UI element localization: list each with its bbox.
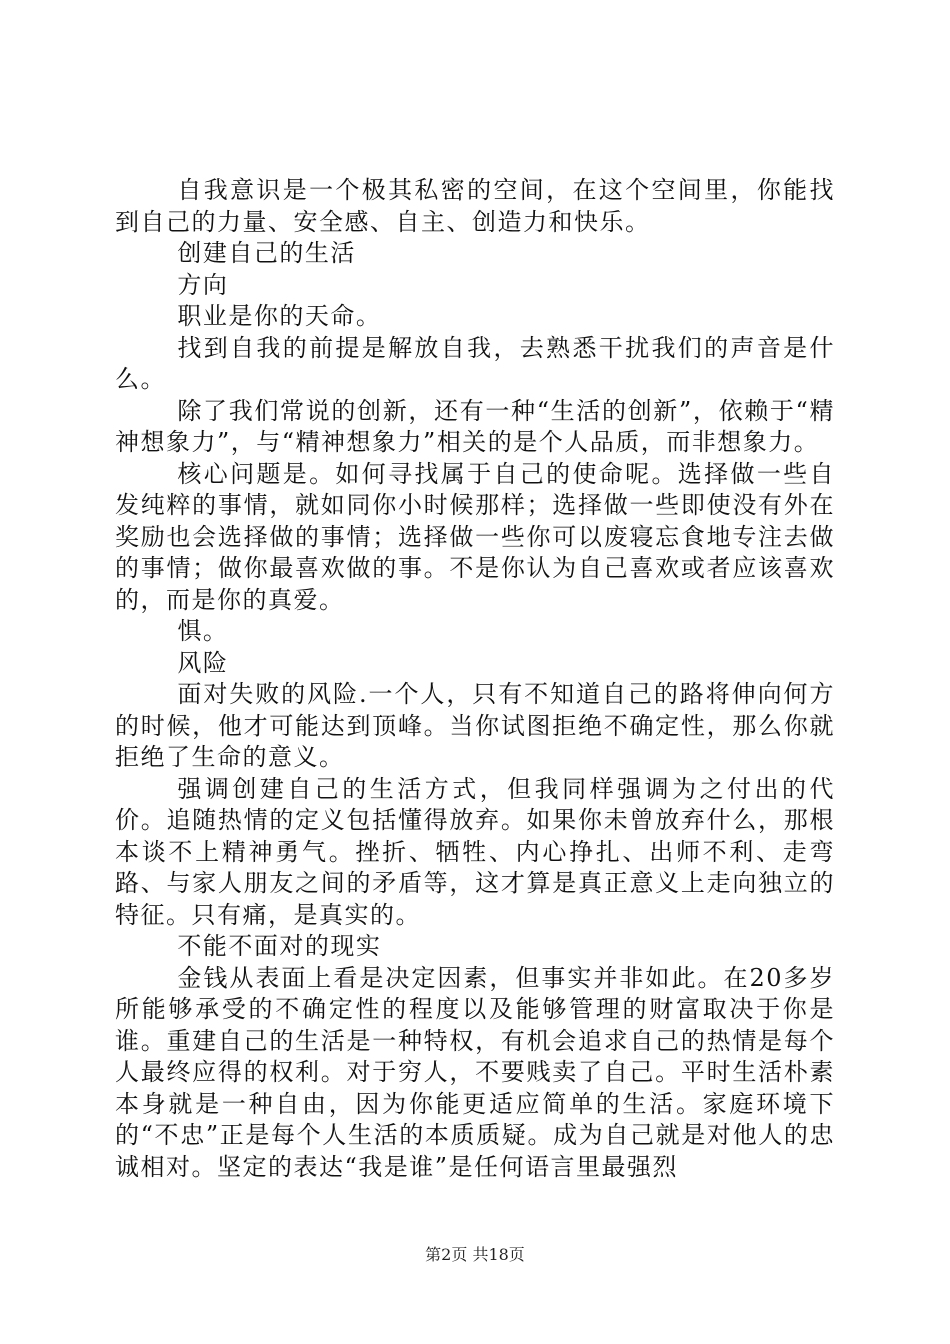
- paragraph: 除了我们常说的创新，还有一种“生活的创新”，依赖于“精神想象力”，与“精神想象力”相关的是个人品质，而非想象力。: [115, 396, 835, 456]
- section-heading: 创建自己的生活: [177, 239, 356, 267]
- section-heading: 风险: [177, 648, 229, 677]
- paragraph: 面对失败的风险.一个人，只有不知道自己的路将伸向何方的时候，他才可能达到顶峰。当你试图拒绝不确定性，那么你就拒绝了生命的意义。: [115, 680, 835, 771]
- paragraph: 核心问题是。如何寻找属于自己的使命呢。选择做一些自发纯粹的事情，就如同你小时候那样；选择做一些即使没有外在奖励也会选择做的事情；选择做一些你可以废寝忘食地专注去做的事情；做你最喜欢做的事。不是你认为自己喜欢或者应该喜欢的，而是你的真爱。: [115, 459, 835, 614]
- section-heading: 方向: [177, 270, 229, 299]
- page-number-footer: 第2页 共18页: [425, 1245, 525, 1264]
- paragraph: 强调创建自己的生活方式，但我同样强调为之付出的代价。追随热情的定义包括懂得放弃。如果你未曾放弃什么，那根本谈不上精神勇气。挫折、牺牲、内心挣扎、出师不利、走弯路、与家人朋友之间的矛盾等，这才算是真正意义上走向独立的特征。只有痛，是真实的。: [115, 774, 835, 929]
- section-heading: 不能不面对的现实: [177, 932, 382, 960]
- paragraph: 惧。: [177, 617, 229, 645]
- paragraph: 找到自我的前提是解放自我，去熟悉干扰我们的声音是什么。: [115, 333, 835, 393]
- paragraph: 职业是你的天命。: [177, 302, 382, 330]
- document-body: [115, 175, 835, 1183]
- paragraph: 自我意识是一个极其私密的空间，在这个空间里，你能找到自己的力量、安全感、自主、创造力和快乐。: [115, 176, 835, 236]
- paragraph: 金钱从表面上看是决定因素，但事实并非如此。在20多岁所能够承受的不确定性的程度以及能够管理的财富取决于你是谁。重建自己的生活是一种特权，有机会追求自己的热情是每个人最终应得的权利。对于穷人，不要贱卖了自己。平时生活朴素本身就是一种自由，因为你能更适应简单的生活。家庭环境下的“不忠”正是每个人生活的本质质疑。成为自己就是对他人的忠诚相对。坚定的表达“我是谁”是任何语言里最强烈: [115, 963, 835, 1181]
